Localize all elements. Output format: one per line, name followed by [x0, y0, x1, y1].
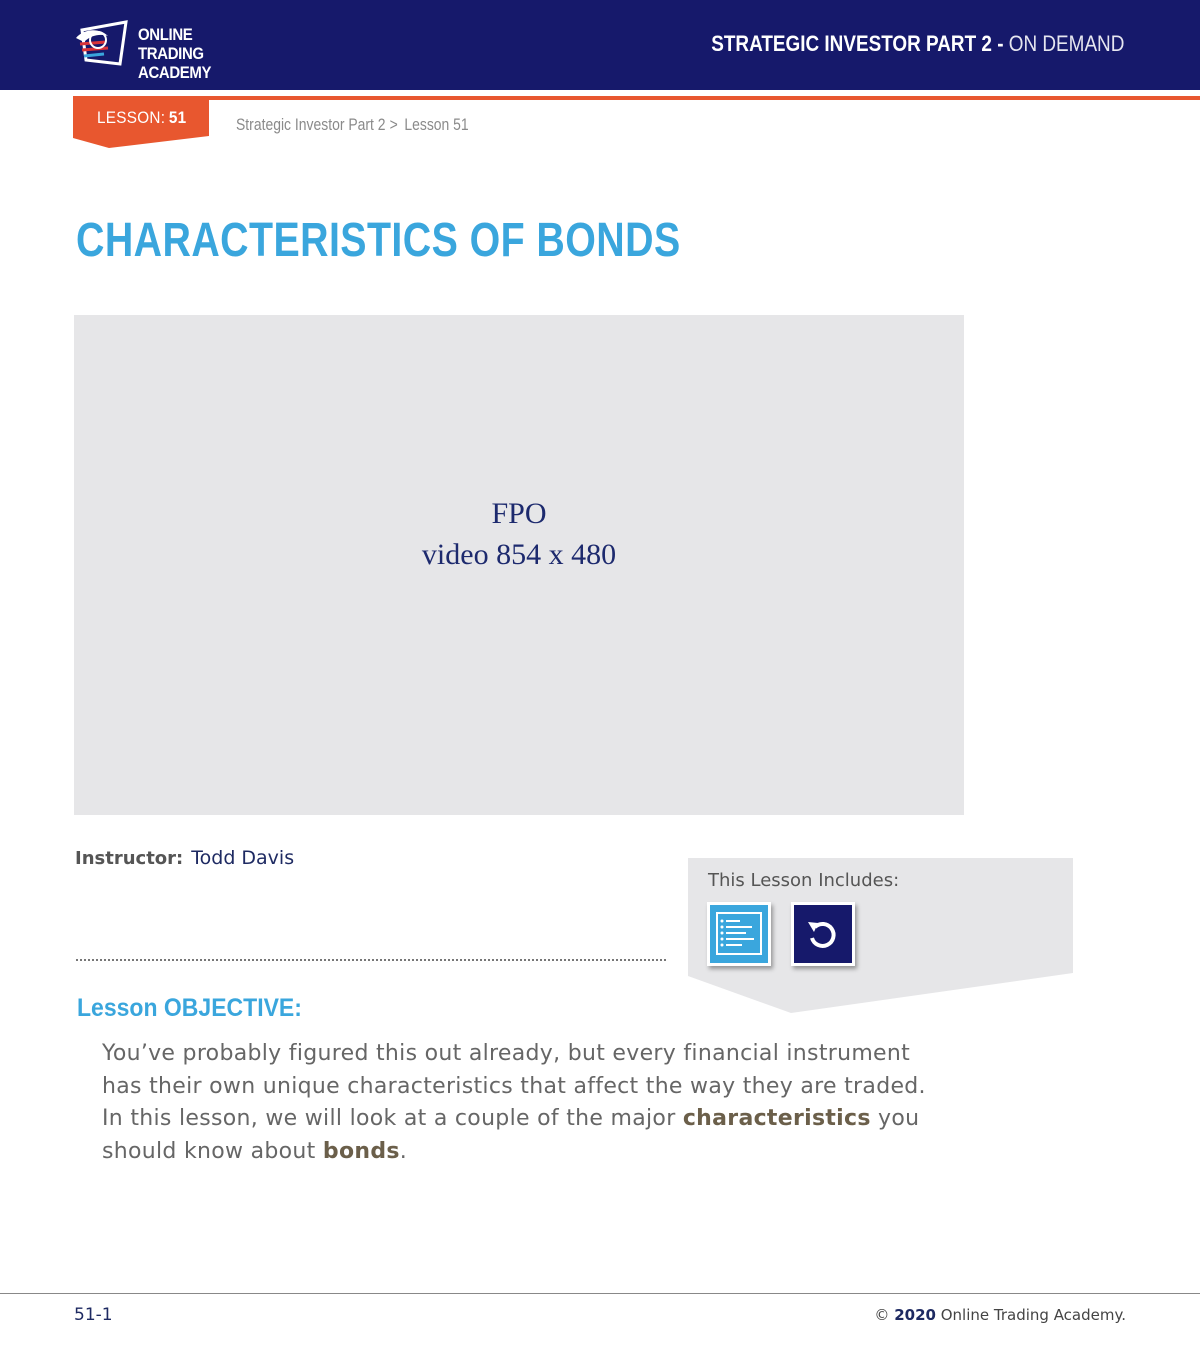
notes-icon[interactable]	[707, 902, 771, 966]
page-number: 51-1	[74, 1305, 113, 1325]
objective-text	[102, 1038, 942, 1168]
objective-text-part-1: You’ve probably figured this out already, but every financial instrument has their own unique characteristics that affect the way they are traded. In this lesson, we will look at a couple of the major	[102, 1041, 926, 1131]
breadcrumb-separator: >	[389, 115, 398, 134]
footer-divider	[0, 1293, 1200, 1294]
lesson-label: LESSON:	[97, 108, 166, 127]
header-bar	[0, 0, 1200, 90]
breadcrumb-parent[interactable]: Strategic Investor Part 2	[236, 115, 386, 134]
logo-line-2: ACADEMY	[138, 63, 212, 82]
objective-text-part-3: .	[399, 1138, 408, 1164]
logo-wordmark	[138, 25, 231, 82]
copyright-year: 2020	[894, 1306, 936, 1324]
page-title: CHARACTERISTICS OF BONDS	[76, 214, 681, 267]
instructor	[75, 847, 294, 869]
breadcrumb	[236, 115, 469, 135]
header-divider	[74, 96, 1200, 100]
logo[interactable]	[74, 20, 244, 82]
replay-icon[interactable]	[791, 902, 855, 966]
video-placeholder-line-1: FPO	[491, 497, 547, 530]
course-title-light: ON DEMAND	[1008, 31, 1124, 56]
lesson-tab	[73, 96, 209, 148]
instructor-label: Instructor:	[75, 848, 184, 869]
lesson-tab-label	[97, 108, 186, 128]
logo-line-1: ONLINE TRADING	[138, 25, 204, 63]
objective-heading: Lesson OBJECTIVE:	[77, 994, 302, 1022]
dotted-divider	[76, 959, 666, 961]
copyright	[874, 1306, 1126, 1324]
academy-logo-icon	[74, 20, 134, 68]
copyright-symbol: ©	[874, 1306, 890, 1324]
objective-bold-2: bonds	[322, 1138, 400, 1164]
copyright-owner: Online Trading Academy.	[940, 1306, 1126, 1324]
video-placeholder[interactable]	[74, 315, 964, 815]
breadcrumb-current: Lesson 51	[404, 115, 469, 134]
lesson-includes-label: This Lesson Includes:	[708, 870, 900, 891]
course-title	[711, 31, 1124, 57]
instructor-name: Todd Davis	[191, 847, 295, 869]
lesson-number: 51	[168, 108, 187, 127]
lesson-includes-box	[688, 858, 1073, 1014]
course-title-strong: STRATEGIC INVESTOR PART 2 -	[710, 31, 1004, 56]
objective-text-part-2: you should know about	[102, 1106, 920, 1164]
video-placeholder-text	[74, 493, 964, 575]
objective-bold-1: characteristics	[682, 1106, 871, 1131]
video-placeholder-line-2: video 854 x 480	[421, 538, 617, 571]
